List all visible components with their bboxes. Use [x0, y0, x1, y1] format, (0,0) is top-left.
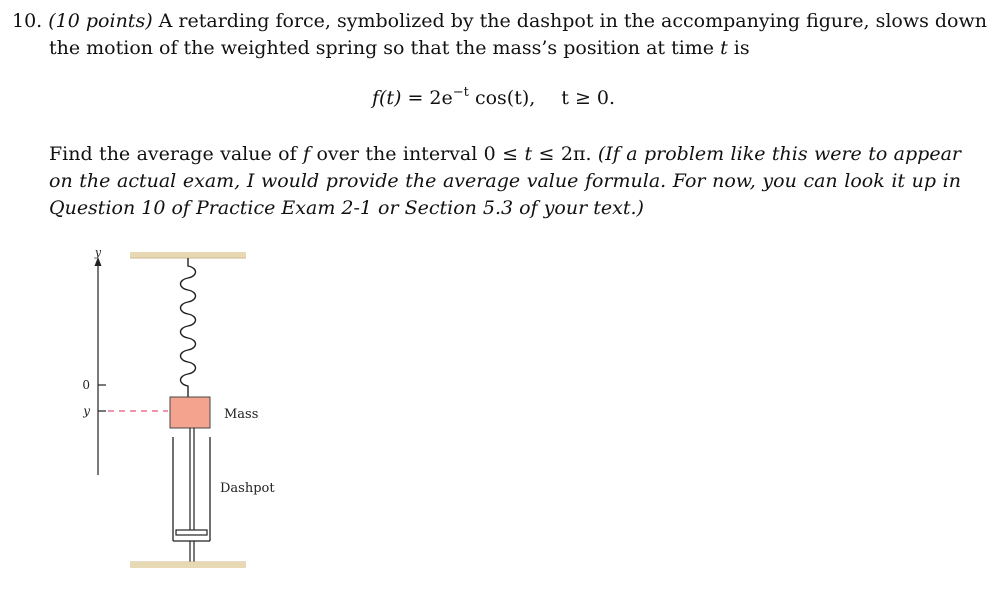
paragraph-l1-mid2: ≤ 2π.: [532, 143, 598, 165]
question-paragraph: [49, 141, 961, 222]
y-axis-label: y: [94, 246, 102, 259]
problem-line-1: [12, 8, 987, 35]
paragraph-l1-t: t: [524, 143, 533, 165]
floor-plate: [130, 562, 246, 568]
problem-line-2: [12, 35, 962, 62]
paragraph-l1-italic: (If a problem like this were to appear: [597, 143, 961, 165]
paragraph-line-3: Question 10 of Practice Exam 2-1 or Section 5.3 of your text.): [49, 197, 644, 219]
problem-number: 10.: [12, 10, 43, 32]
paragraph-l1-roman: Find the average value of: [49, 143, 303, 165]
problem-line1-text: A retarding force, symbolized by the dashpot in the accompanying figure, slows down: [158, 10, 987, 32]
paragraph-line-1: [49, 141, 961, 168]
equation-equals: = 2e: [401, 87, 453, 109]
equation-lhs: f(t): [371, 87, 402, 109]
ceiling-plate: [130, 252, 246, 258]
equation-exponent: −t: [452, 85, 469, 100]
problem-line2-text: the motion of the weighted spring so that the mass’s position at time: [49, 37, 721, 59]
paragraph-l1-mid: over the interval 0 ≤: [310, 143, 525, 165]
problem-line2-end: is: [727, 37, 750, 59]
spring-dashpot-diagram: [60, 240, 320, 585]
piston-head: [176, 530, 207, 535]
problem-points: (10 points): [48, 10, 153, 32]
problem-statement: [12, 8, 987, 62]
zero-tick-label: 0: [82, 378, 90, 392]
spring-coil: [181, 258, 196, 397]
y-tick-label: y: [83, 404, 90, 418]
problem-line2-var: t: [720, 37, 728, 59]
paragraph-l1-f: f: [303, 143, 311, 165]
equation-rhs: cos(t),: [468, 87, 536, 109]
dashpot-label: Dashpot: [220, 481, 275, 496]
equation-condition: t ≥ 0.: [561, 87, 616, 109]
paragraph-line-2: on the actual exam, I would provide the average value formula. For now, you can look it up in: [49, 170, 961, 192]
mass-block: [170, 397, 210, 428]
spring-dashpot-figure: [60, 240, 320, 585]
mass-label: Mass: [224, 407, 259, 422]
position-equation: [0, 85, 987, 112]
